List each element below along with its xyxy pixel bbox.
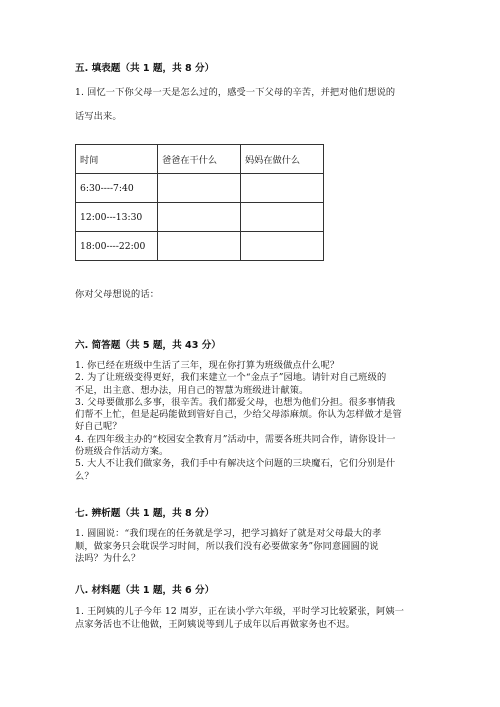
section-5-question-1: [75, 86, 435, 124]
question-line: 2. 为了让班级变得更好，我们来建立一个“金点子”园地。请针对自己班级的: [75, 372, 387, 384]
table-row: [76, 203, 324, 232]
section-7-question: [75, 528, 435, 566]
table-header-row: [76, 145, 324, 174]
table-cell-blank[interactable]: [241, 203, 324, 232]
question-line: 1. 王阿姨的儿子今年 12 周岁，正在读小学六年级，平时学习比较紧张，阿姨一: [75, 606, 405, 617]
question-line: 3. 父母要做那么多事，很辛苦。我们都爱父母，也想为他们分担。很多事情我: [75, 396, 396, 408]
section-5-prompt: 你对父母想说的话：: [75, 289, 160, 300]
table-cell-blank[interactable]: [158, 203, 241, 232]
section-7-heading: 七. 辨析题（共 1 题，共 8 分）: [75, 508, 215, 519]
question-line: 1. 你已经在班级中生活了三年，现在你打算为班级做点什么呢？: [75, 360, 340, 371]
question-line: 1. 圆圆说：“我们现在的任务就是学习，把学习搞好了就是对父母最大的孝: [75, 528, 382, 539]
question-line: 5. 大人不让我们做家务，我们手中有解决这个问题的三块魔石，它们分别是什: [75, 458, 396, 470]
table-header-cell: 时间: [76, 145, 158, 174]
section-8-heading: 八. 材料题（共 1 题，共 6 分）: [75, 585, 215, 596]
table-row: [76, 232, 324, 261]
question-line: 份班级合作活动方案。: [75, 446, 169, 458]
section-6-heading: 六. 简答题（共 5 题，共 43 分）: [75, 340, 221, 351]
table-cell-blank[interactable]: [241, 174, 324, 203]
table-cell-blank[interactable]: [158, 232, 241, 261]
table-cell-time: 12:00---13:30: [76, 203, 158, 232]
question-line: 们帮不上忙，但是起码能做到管好自己，少给父母添麻烦。你认为怎样做才是管: [75, 409, 402, 421]
question-line: 1. 回忆一下你父母一天是怎么过的，感受一下父母的辛苦，并把对他们想说的: [75, 87, 396, 98]
table-cell-time: 6:30----7:40: [76, 174, 158, 203]
table-header-cell: 妈妈在做什么: [241, 145, 324, 174]
question-line: 么？: [75, 470, 94, 482]
parents-schedule-table: [75, 144, 324, 261]
question-line: 不足，出主意、想办法，用自己的智慧为班级进计献策。: [75, 384, 309, 396]
table-cell-blank[interactable]: [158, 174, 241, 203]
question-line: 4. 在四年级主办的“校园安全教育月”活动中，需要各班共同合作，请你设计一: [75, 433, 396, 445]
table-cell-blank[interactable]: [241, 232, 324, 261]
question-line: 法吗？为什么？: [75, 553, 141, 564]
section-5-heading: 五. 填表题（共 1 题，共 8 分）: [75, 63, 215, 74]
question-line: 话写出来。: [75, 110, 122, 122]
table-cell-time: 18:00----22:00: [76, 232, 158, 261]
table-row: [76, 174, 324, 203]
question-line: 点家务活也不让他做，王阿姨说等到儿子成年以后再做家务也不迟。: [75, 619, 356, 630]
table-header-cell: 爸爸在干什么: [158, 145, 241, 174]
section-8-question: [75, 605, 435, 631]
question-line: 顺，做家务只会耽误学习时间，所以我们没有必要做家务”你同意圆圆的说: [75, 540, 379, 552]
section-6-questions: [75, 360, 435, 483]
question-line: 好自己呢？: [75, 421, 122, 433]
